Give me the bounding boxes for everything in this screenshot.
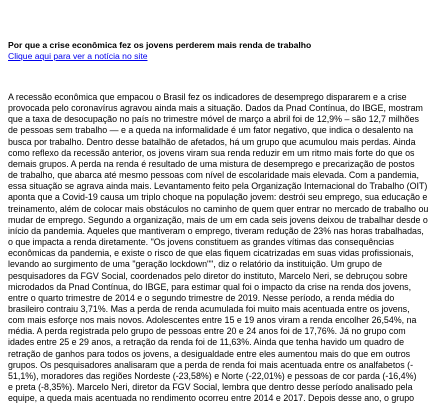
article-body-line: que a taxa de desocupação no país no trimestre móvel de março a abril foi de 12,9% – são 12,7 milhões (8, 114, 419, 125)
article-body-line: econômicas da pandemia, e existe o risco de que elas fiquem cicatrizadas em suas vidas profissionais, (8, 248, 414, 259)
article-body-line: e preta (-8,35%). Marcelo Neri, diretor da FGV Social, lembra que dentro desse período analisado pela (8, 382, 413, 393)
article-body-line: mudar de emprego. Segundo a organização, mais de um em cada seis jovens deixou de trabalhar desde o (8, 214, 428, 225)
article-body-line: essa situação se agrava ainda mais. Levantamento feito pela Organização Internacional do Trabalho (OIT) (8, 181, 428, 192)
article-body-line: grupos. Os pesquisadores analisaram que a perda de renda foi mais acentuada entre os analfabetos (- (8, 359, 414, 370)
article-body-line: retração de ganhos para todos os jovens, a desigualdade entre eles aumentou mais do que em outros (8, 348, 411, 359)
article-body-line: treinamento, além de colocar mais obstáculos no caminho de quem quer entrar no mercado de trabalho ou (8, 203, 429, 214)
article-body-line: microdados da Pnad Contínua, do IBGE, para estimar qual foi o impacto da crise na renda dos jovens, (8, 281, 412, 292)
view-news-link[interactable]: Clique aqui para ver a notícia no site (8, 51, 148, 61)
article (8, 40, 437, 404)
article-title: Por que a crise econômica fez os jovens perderem mais renda de trabalho (8, 40, 312, 50)
article-body (8, 92, 437, 404)
article-body-line: equipe, a queda mais acentuada no rendimento ocorreu entre 2014 e 2017. Depois desse ano, o grupo (8, 393, 415, 404)
article-body-line: de pessoas sem trabalho — e a queda na informalidade é um fator negativo, que indica o desalento na (8, 125, 414, 136)
article-body-line: aponta que a Covid-19 causa um triplo choque na população jovem: destrói seu emprego, sua educação e (8, 192, 428, 203)
article-body-line: de trabalho, que abarca até mesmo pessoas com nível de escolaridade mais elevada. Com a pandemia, (8, 170, 419, 181)
article-body-line: entre o quarto trimestre de 2014 e o segundo trimestre de 2019. Nesse período, a renda média do (8, 292, 395, 303)
article-body-line: levando ao surgimento de uma "geração lockdown"", diz o relatório da instituição. Um grupo de (8, 259, 383, 270)
article-body-line: busca por trabalho. Dentro desse batalhão de afetados, há um grupo que acumulou mais perdas. Ainda (8, 136, 416, 147)
article-body-line: idades entre 25 e 29 anos, a retração da renda foi de 11,63%. Ainda que tenha havido um quadro de (8, 337, 405, 348)
article-body-line: brasileiro contraiu 3,71%. Mas a perda de renda acumulada foi muito mais acentuada entre os jovens, (8, 303, 410, 314)
article-body-line: 51,1%), moradores das regiões Nordeste (-23,58%) e Norte (-22,01%) e pessoas de cor parda (-16,4%) (8, 370, 417, 381)
article-body-line: com mais esforçe nos mais novos. Adolescentes entre 15 e 19 anos viram a renda encolher 26,54%, na (8, 315, 417, 326)
article-body-line: como reflexo da recessão anterior, os jovens viram sua renda reduzir em um ritmo mais forte do que os (8, 147, 415, 158)
article-body-line: pesquisadores da FGV Social, coordenados pelo diretor do instituto, Marcelo Neri, se debruçou sobre (8, 270, 408, 281)
article-body-line: A recessão econômica que empacou o Brasil fez os indicadores de desemprego dispararem e a crise (8, 92, 407, 102)
article-body-line: demais grupos. A perda na renda é resultado de uma mistura de desemprego e precarização de postos (8, 158, 415, 169)
article-body-line: início da pandemia. Aqueles que mantiveram o emprego, tiveram redução de 23% nas horas trabalhadas, (8, 225, 424, 236)
article-body-line: provocada pelo coronavírus agravou ainda mais a situação. Dados da Pnad Contínua, do IBGE, mostram (8, 103, 423, 114)
article-body-line: média. A perda registrada pelo grupo de pessoas entre 20 e 24 anos foi de 17,76%. Já no grupo com (8, 326, 406, 337)
article-body-line: o que impacta a renda diretamente. "Os jovens constituem as grandes vítimas das consequências (8, 237, 394, 248)
